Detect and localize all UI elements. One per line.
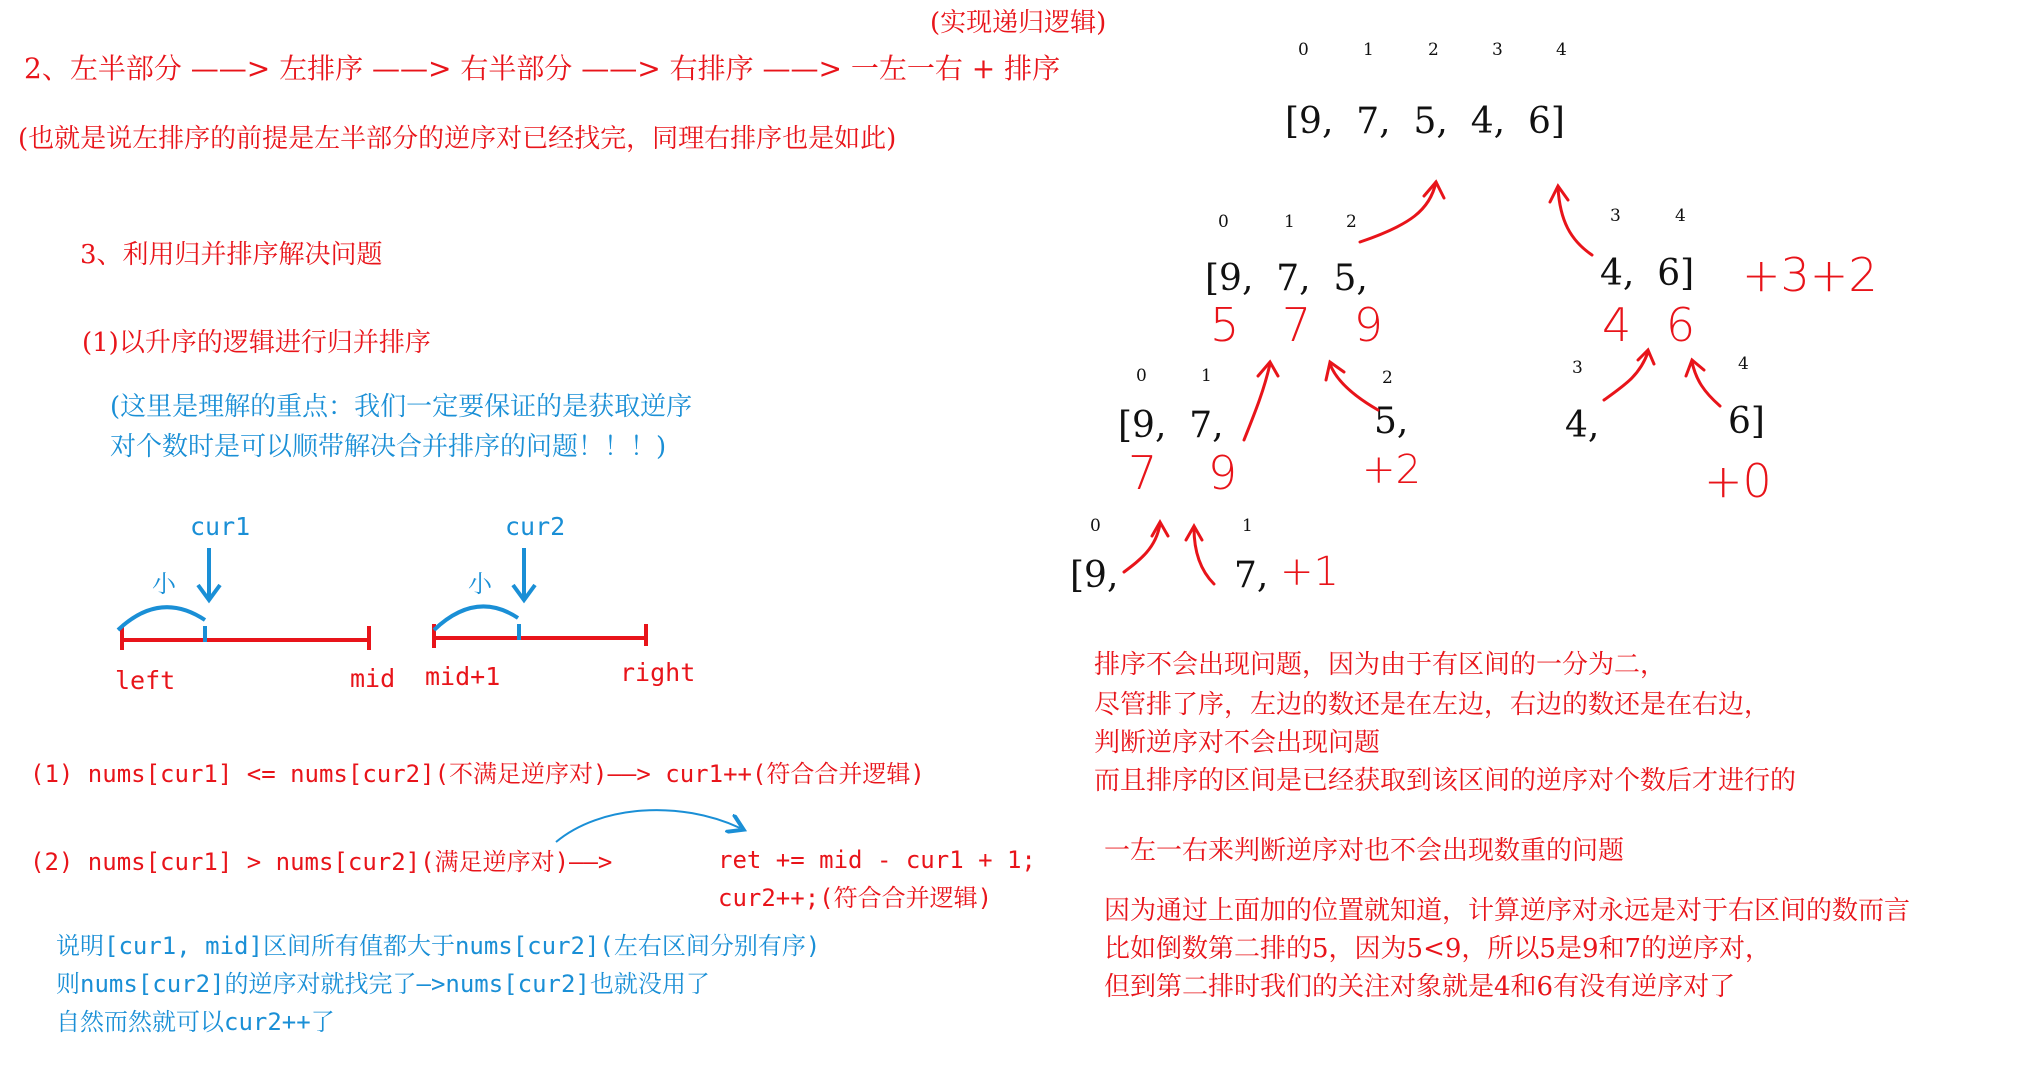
- small-label-2: 小: [468, 570, 492, 598]
- case2-ret-line: ret += mid - cur1 + 1;: [718, 846, 1036, 874]
- left-label: left: [115, 666, 176, 695]
- mid-label: mid: [350, 664, 396, 693]
- root-index-4: 4: [1556, 40, 1567, 60]
- case1-text: (1) nums[cur1] <= nums[cur2](不满足逆序对)——> cur1++(符合合并逻辑): [30, 760, 925, 788]
- explain-right-1: 排序不会出现问题，因为由于有区间的一分为二，: [1094, 650, 1667, 680]
- l3-b-array: 7,: [1234, 555, 1269, 596]
- explain-right-3: 判断逆序对不会出现问题: [1094, 728, 1381, 758]
- explain-line3: 自然而然就可以cur2++了: [56, 1008, 335, 1036]
- l1-left-sorted: 5 7 9: [1210, 298, 1398, 352]
- root-index-3: 3: [1492, 40, 1503, 60]
- l1-right-sorted: 4 6: [1602, 298, 1706, 352]
- l2-d-array: 6]: [1728, 401, 1765, 442]
- left-range-bar: [120, 626, 370, 650]
- right-range-bar: [432, 624, 648, 648]
- case2-cur2-line: cur2++;(符合合并逻辑): [718, 884, 993, 912]
- explain-right-5: 一左一右来判断逆序对也不会出现数重的问题: [1104, 836, 1625, 866]
- l2-a-array: [9, 7,: [1118, 405, 1224, 446]
- key-point-line2: 对个数时是可以顺带解决合并排序的问题！！！): [110, 432, 667, 462]
- l1-right-index-3: 3: [1610, 206, 1621, 226]
- l2-d-index: 4: [1738, 354, 1749, 374]
- merge-arrows: [1124, 182, 1720, 584]
- explain-right-4: 而且排序的区间是已经获取到该区间的逆序对个数后才进行的: [1094, 766, 1797, 796]
- l1-left-array: [9, 7, 5,: [1205, 258, 1368, 299]
- cur2-pointer-arrow: [513, 548, 535, 600]
- l2-a-index-0: 0: [1136, 366, 1147, 386]
- l3-a-index: 0: [1090, 516, 1101, 536]
- explain-right-7: 比如倒数第二排的5，因为5<9，所以5是9和7的逆序对，: [1104, 934, 1772, 964]
- small-arc-right: [434, 606, 518, 630]
- recursion-note: (实现递归逻辑): [930, 8, 1107, 38]
- explain-right-2: 尽管排了序，左边的数还是在左边，右边的数还是在右边，: [1094, 690, 1771, 720]
- l2-c-array: 4,: [1565, 405, 1600, 446]
- root-array: [9, 7, 5, 4, 6]: [1285, 101, 1565, 142]
- l1-left-index-1: 1: [1284, 212, 1295, 232]
- explain-line2: 则nums[cur2]的逆序对就找完了—>nums[cur2]也就没用了: [56, 970, 710, 998]
- small-label-1: 小: [152, 570, 176, 598]
- l3-b-index: 1: [1242, 516, 1253, 536]
- cur1-pointer-arrow: [198, 548, 220, 600]
- l2-a-index-1: 1: [1201, 366, 1212, 386]
- right-label: right: [620, 658, 696, 687]
- explain-right-6: 因为通过上面加的位置就知道，计算逆序对永远是对于右区间的数而言: [1104, 896, 1911, 926]
- l2-c-index: 3: [1572, 358, 1583, 378]
- explain-line1: 说明[cur1, mid]区间所有值都大于nums[cur2](左右区间分别有序): [56, 932, 821, 960]
- small-arc-left: [118, 607, 205, 630]
- key-point-line1: (这里是理解的重点：我们一定要保证的是获取逆序: [110, 392, 693, 422]
- l2-cd-count: +0: [1704, 454, 1772, 508]
- l3-count: +1: [1280, 549, 1339, 595]
- l2-b-index: 2: [1382, 368, 1393, 388]
- mid-plus-one-label: mid+1: [425, 662, 501, 691]
- l1-right-index-4: 4: [1675, 206, 1686, 226]
- l1-left-index-0: 0: [1218, 212, 1229, 232]
- case2-curve-arrow: [556, 810, 740, 842]
- step3-title: 3、利用归并排序解决问题: [80, 240, 383, 270]
- step2-note: (也就是说左排序的前提是左半部分的逆序对已经找完，同理右排序也是如此): [18, 124, 897, 154]
- l2-b-array: 5,: [1374, 401, 1409, 442]
- cur1-label: cur1: [190, 512, 251, 541]
- explain-right-8: 但到第二排时我们的关注对象就是4和6有没有逆序对了: [1104, 972, 1736, 1002]
- cur2-label: cur2: [505, 512, 566, 541]
- step2-text: 2、左半部分 ——> 左排序 ——> 右半部分 ——> 右排序 ——> 一左一右 + 排序: [24, 52, 1061, 85]
- l1-left-index-2: 2: [1346, 212, 1357, 232]
- l2-b-count: +2: [1362, 447, 1421, 493]
- l2-a-sorted: 7 9: [1128, 446, 1256, 500]
- l3-a-array: [9,: [1070, 555, 1119, 596]
- case2-condition: (2) nums[cur1] > nums[cur2](满足逆序对)——>: [30, 848, 613, 876]
- root-index-1: 1: [1363, 40, 1374, 60]
- l1-right-count: +3+2: [1742, 248, 1878, 302]
- root-index-2: 2: [1428, 40, 1439, 60]
- l1-right-array: 4, 6]: [1600, 253, 1695, 294]
- root-index-0: 0: [1298, 40, 1309, 60]
- step3-1-text: (1)以升序的逻辑进行归并排序: [82, 328, 431, 358]
